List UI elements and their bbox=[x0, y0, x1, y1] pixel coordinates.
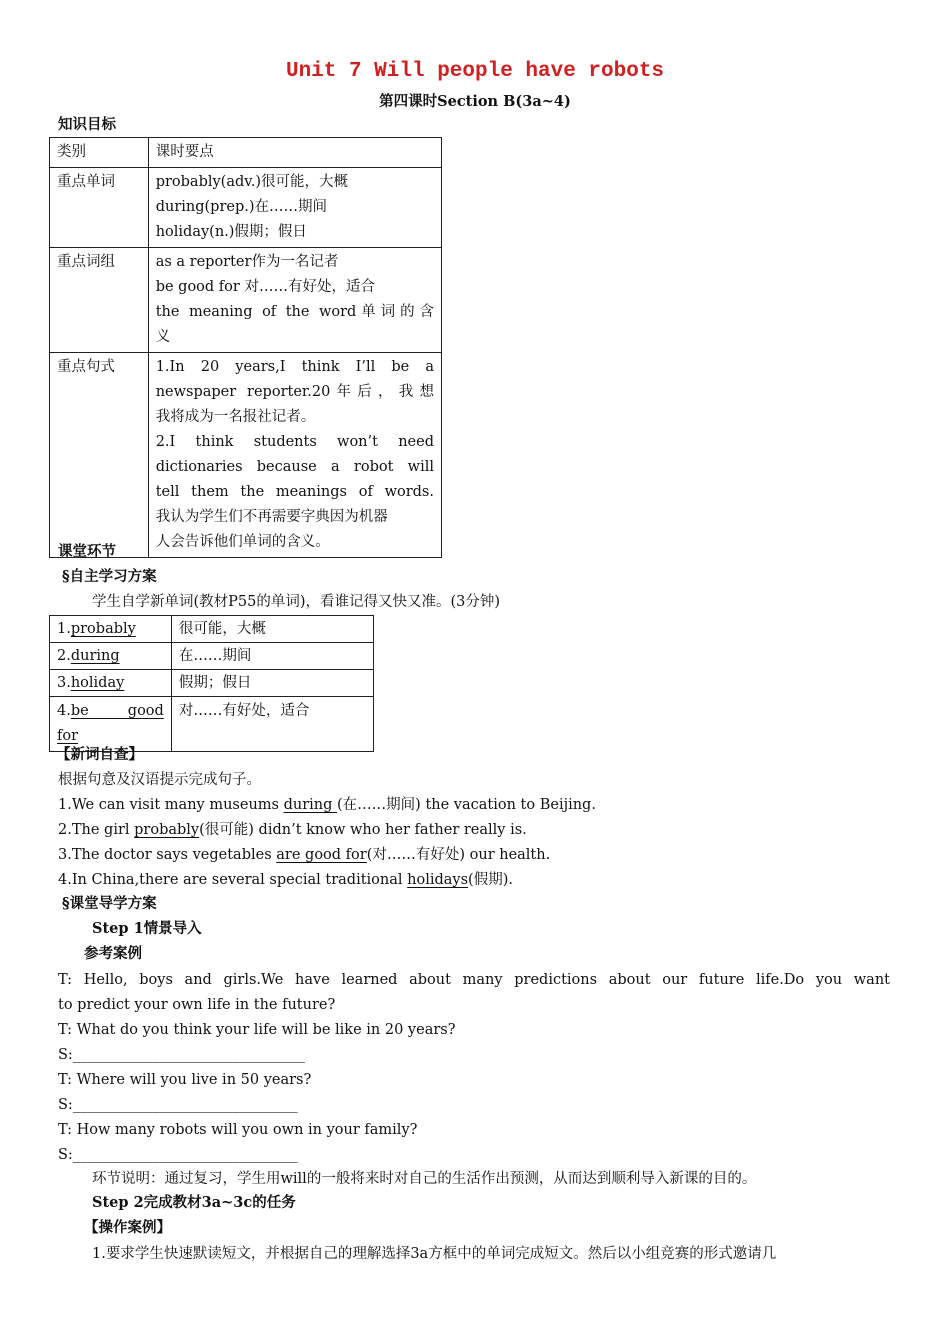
check-heading: 【新词自查】 bbox=[56, 746, 143, 763]
vocab-word-cell: 3.holiday bbox=[50, 670, 172, 697]
dialogue-line: T: Where will you live in 50 years? bbox=[58, 1072, 312, 1088]
vocab-word-cell: 4.be good for bbox=[50, 697, 172, 752]
vocab-word-cell: 1.probably bbox=[50, 616, 172, 643]
fill-sentence: 1.We can visit many museums during (在……期间) the vacation to Beijing. bbox=[58, 797, 596, 813]
table-row bbox=[50, 670, 374, 697]
section-note: 环节说明：通过复习，学生用will的一般将来时对自己的生活作出预测，从而达到顺利导入新课的目的。 bbox=[92, 1171, 757, 1187]
reference-heading: 参考案例 bbox=[84, 945, 142, 962]
guide-heading: §课堂导学方案 bbox=[62, 895, 157, 912]
vocab-table bbox=[49, 615, 374, 752]
point-line: tell them the meanings of words. bbox=[155, 484, 434, 500]
table-header-category: 类别 bbox=[50, 138, 149, 168]
table-header-points: 课时要点 bbox=[148, 138, 441, 168]
point-line: 我认为学生们不再需要字典因为机器 bbox=[155, 509, 388, 525]
point-line: the meaning of the word单词的含 bbox=[155, 304, 434, 320]
point-line: holiday(n.)假期；假日 bbox=[155, 224, 307, 240]
answer: probably bbox=[134, 822, 200, 838]
operation-heading: 【操作案例】 bbox=[84, 1219, 171, 1236]
answer-blank[interactable]: S:_______________________________ bbox=[58, 1147, 298, 1163]
point-line: probably(adv.)很可能，大概 bbox=[155, 174, 349, 190]
table-row bbox=[50, 643, 374, 670]
table-row bbox=[50, 616, 374, 643]
point-line: 我将成为一名报社记者。 bbox=[155, 409, 316, 425]
point-line: 1.In 20 years,I think I’ll be a bbox=[155, 359, 434, 375]
dialogue-line: T: What do you think your life will be like in 20 years? bbox=[58, 1022, 456, 1038]
points-cell bbox=[148, 353, 441, 558]
page-title: Unit 7 Will people have robots bbox=[285, 60, 665, 83]
point-line: 义 bbox=[155, 329, 171, 345]
category-cell: 重点词组 bbox=[50, 248, 149, 353]
step2-heading: Step 2完成教材3a~3c的任务 bbox=[92, 1194, 296, 1211]
answer: during bbox=[283, 797, 338, 813]
step1-heading: Step 1情景导入 bbox=[92, 920, 202, 937]
table-row bbox=[50, 353, 442, 558]
point-line: 人会告诉他们单词的含义。 bbox=[155, 534, 330, 550]
operation-step: 1.要求学生快速默读短文，并根据自己的理解选择3a方框中的单词完成短文。然后以小组竞赛的形式邀请几 bbox=[92, 1246, 777, 1262]
point-line: 2.I think students won’t need bbox=[155, 434, 434, 450]
point-line: newspaper reporter.20年后，我想 bbox=[155, 384, 434, 400]
self-study-heading: §自主学习方案 bbox=[62, 568, 157, 585]
self-study-intro: 学生自学新单词(教材P55的单词)，看谁记得又快又准。(3分钟) bbox=[92, 594, 501, 610]
vocab-meaning-cell: 在……期间 bbox=[171, 643, 373, 670]
answer: holidays bbox=[407, 872, 469, 888]
table-row bbox=[50, 168, 442, 248]
check-intro: 根据句意及汉语提示完成句子。 bbox=[58, 772, 261, 788]
category-cell: 重点句式 bbox=[50, 353, 149, 558]
point-line: be good for 对……有好处，适合 bbox=[155, 279, 375, 295]
points-cell bbox=[148, 168, 441, 248]
fill-sentence: 2.The girl probably(很可能) didn’t know who her father really is. bbox=[58, 822, 527, 838]
point-line: as a reporter作为一名记者 bbox=[155, 254, 339, 270]
vocab-meaning-cell: 很可能，大概 bbox=[171, 616, 373, 643]
table-row bbox=[50, 248, 442, 353]
fill-sentence: 3.The doctor says vegetables are good for(对……有好处) our health. bbox=[58, 847, 551, 863]
dialogue-line: T: Hello, boys and girls.We have learned about many predictions about our future life.Do you want bbox=[58, 972, 890, 988]
vocab-meaning-cell: 对……有好处，适合 bbox=[171, 697, 373, 752]
dialogue-line: T: How many robots will you own in your family? bbox=[58, 1122, 418, 1138]
dialogue-line: to predict your own life in the future? bbox=[58, 997, 336, 1013]
knowledge-table bbox=[49, 137, 442, 558]
answer-blank[interactable]: S:_______________________________ bbox=[58, 1097, 298, 1113]
table-row bbox=[50, 138, 442, 168]
classroom-heading: 课堂环节 bbox=[58, 543, 116, 560]
vocab-meaning-cell: 假期；假日 bbox=[171, 670, 373, 697]
point-line: during(prep.)在……期间 bbox=[155, 199, 328, 215]
answer: are good for bbox=[276, 847, 367, 863]
page-subtitle: 第四课时Section B(3a~4) bbox=[379, 93, 571, 110]
vocab-word-cell: 2.during bbox=[50, 643, 172, 670]
point-line: dictionaries because a robot will bbox=[155, 459, 434, 475]
category-cell: 重点单词 bbox=[50, 168, 149, 248]
points-cell bbox=[148, 248, 441, 353]
answer-blank[interactable]: S:________________________________ bbox=[58, 1047, 305, 1063]
knowledge-heading: 知识目标 bbox=[58, 116, 116, 133]
fill-sentence: 4.In China,there are several special traditional holidays(假期). bbox=[58, 872, 513, 888]
